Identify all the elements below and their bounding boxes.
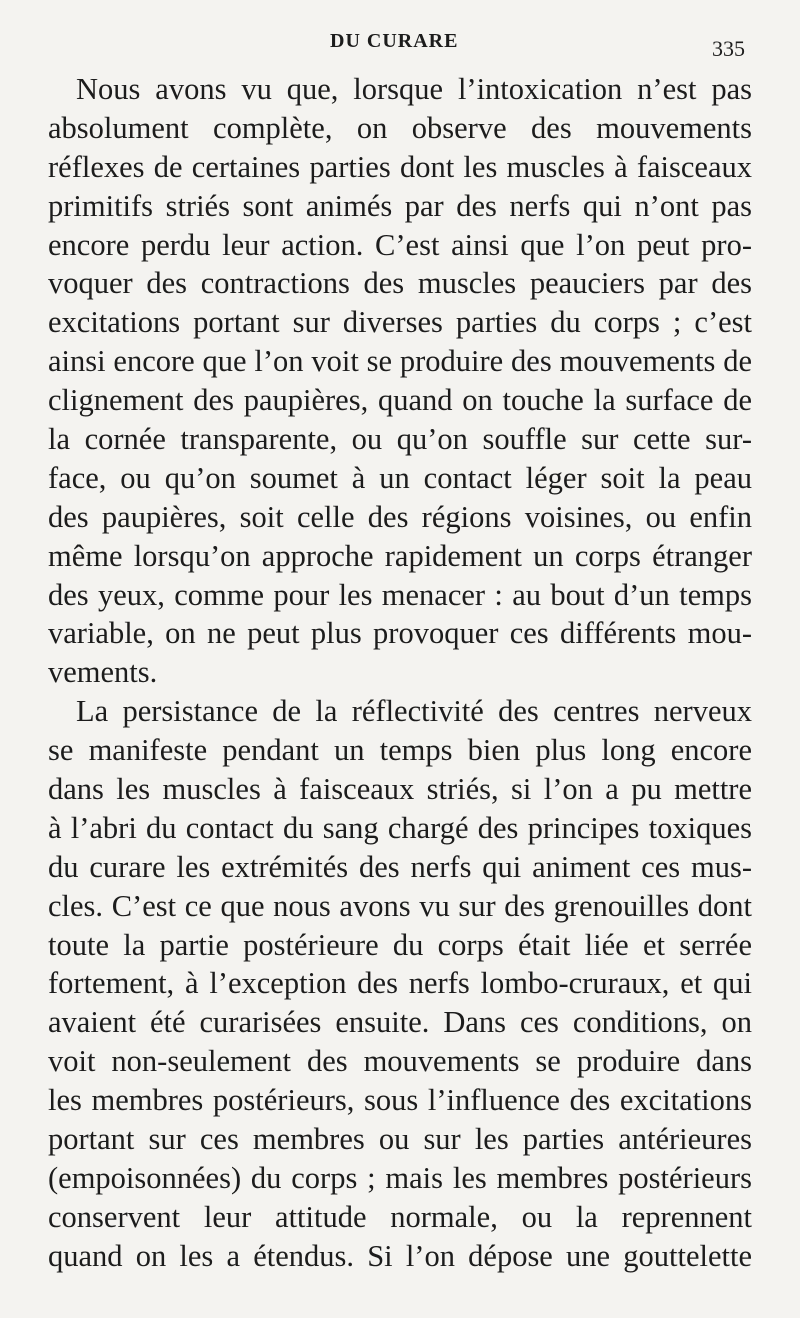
text-line: des paupières, soit celle des régions voisines, ou enfin bbox=[48, 499, 752, 534]
text-line: voit non-seulement des mouvements se produire dans bbox=[48, 1044, 752, 1079]
text-line: avaient été curarisées ensuite. Dans ces conditions, on bbox=[48, 1005, 752, 1040]
text-line: quand on les a étendus. Si l’on dépose une gouttelette bbox=[48, 1238, 752, 1273]
text-line: se manifeste pendant un temps bien plus long encore bbox=[48, 733, 752, 768]
text-line: vements. bbox=[48, 655, 158, 690]
running-title: DU CURARE bbox=[330, 30, 459, 52]
text-line: réflexes de certaines parties dont les muscles à faisceaux bbox=[48, 149, 752, 184]
text-line: voquer des contractions des muscles peauciers par des bbox=[48, 266, 752, 301]
text-line: fortement, à l’exception des nerfs lombo-cruraux, et qui bbox=[48, 966, 752, 1001]
text-line: même lorsqu’on approche rapidement un corps étranger bbox=[48, 538, 752, 573]
text-line: (empoisonnées) du corps ; mais les membres postérieurs bbox=[48, 1160, 752, 1195]
text-line: les membres postérieurs, sous l’influence des excitations bbox=[48, 1083, 752, 1118]
text-line: cles. C’est ce que nous avons vu sur des grenouilles dont bbox=[48, 888, 752, 923]
text-line: face, ou qu’on soumet à un contact léger soit la peau bbox=[48, 460, 752, 495]
paragraph-1 bbox=[48, 70, 752, 692]
text-line: portant sur ces membres ou sur les parties antérieures bbox=[48, 1122, 752, 1157]
text-line: conservent leur attitude normale, ou la reprennent bbox=[48, 1199, 752, 1234]
text-line: ainsi encore que l’on voit se produire des mouvements de bbox=[48, 344, 752, 379]
text-line: des yeux, comme pour les menacer : au bout d’un temps bbox=[48, 577, 752, 612]
text-line: excitations portant sur diverses parties du corps ; c’est bbox=[48, 305, 752, 340]
text-line: clignement des paupières, quand on touche la surface de bbox=[48, 383, 752, 418]
text-line: à l’abri du contact du sang chargé des principes toxiques bbox=[48, 810, 752, 845]
text-line: absolument complète, on observe des mouvements bbox=[48, 110, 752, 145]
text-line: toute la partie postérieure du corps était liée et serrée bbox=[48, 927, 752, 962]
text-line: variable, on ne peut plus provoquer ces différents mou- bbox=[48, 616, 752, 651]
text-line: Nous avons vu que, lorsque l’intoxication n’est pas bbox=[76, 72, 752, 106]
body-text bbox=[48, 70, 752, 1276]
text-line: primitifs striés sont animés par des nerfs qui n’ont pas bbox=[48, 188, 752, 223]
text-line: la cornée transparente, ou qu’on souffle sur cette sur- bbox=[48, 422, 752, 457]
text-line: du curare les extrémités des nerfs qui animent ces mus- bbox=[48, 849, 752, 884]
page-number: 335 bbox=[712, 36, 745, 61]
paragraph-2 bbox=[48, 692, 752, 1275]
text-line: encore perdu leur action. C’est ainsi que l’on peut pro- bbox=[48, 227, 752, 262]
text-line: dans les muscles à faisceaux striés, si l’on a pu mettre bbox=[48, 772, 752, 807]
text-line: La persistance de la réflectivité des centres nerveux bbox=[76, 694, 752, 729]
